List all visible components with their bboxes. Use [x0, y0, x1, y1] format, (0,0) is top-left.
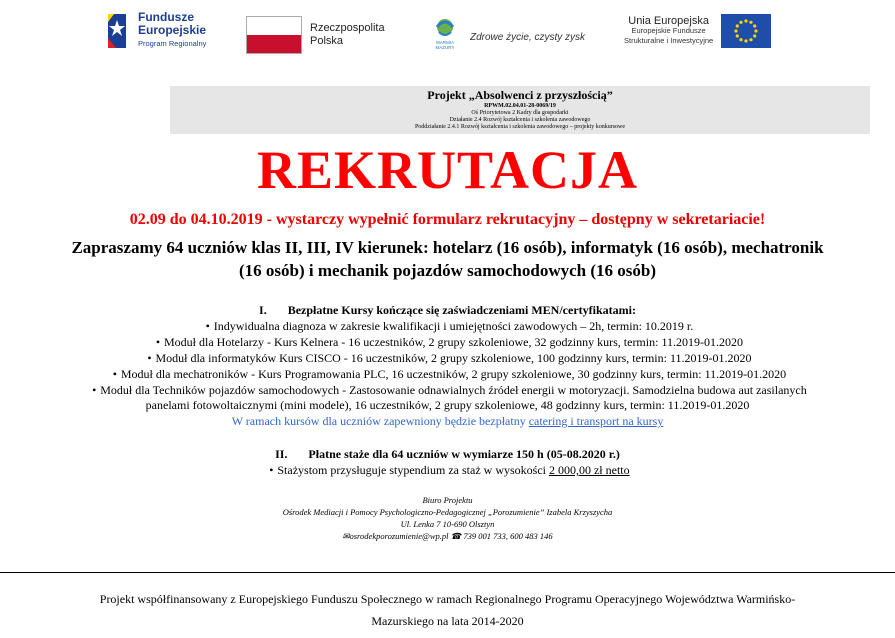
list-item-text: Stażystom przysługuje stypendium za staż w wysokości	[277, 463, 549, 477]
list-item	[0, 319, 895, 334]
ue-line1: Unia Europejska	[628, 15, 709, 27]
bullet-icon: •	[205, 319, 210, 333]
section-1-heading	[0, 303, 895, 318]
list-item	[0, 351, 895, 366]
envelope-icon: ✉	[342, 531, 350, 541]
footer-divider	[0, 572, 895, 573]
section-2-number: II.	[275, 447, 288, 461]
rp-line2: Polska	[310, 35, 344, 47]
list-item	[0, 367, 895, 382]
ue-line3: Strukturalne i Inwestycyjne	[624, 36, 714, 45]
list-item-text: Moduł dla mechatroników - Kurs Programowania PLC, 16 uczestników, 2 grupy szkoleniowe, 30 godzinny kurs, termin: 11.2019-01.2020	[120, 367, 787, 381]
project-info-bar	[170, 86, 870, 134]
project-axis: Oś Priorytetowa 2 Kadry dla gospodarki	[471, 110, 569, 116]
project-title: Projekt „Absolwenci z przyszłością”	[427, 88, 613, 102]
list-item-text: Moduł dla Techników pojazdów samochodowych - Zastosowanie odnawialnych źródeł energii w motoryzacji. Samodzielna budowa aut zasilanych	[100, 383, 807, 397]
project-code: RPWM.02.04.01-28-0069/19	[484, 103, 556, 109]
list-item-continuation: panelami fotowoltaicznymi (mini modele), 16 uczestników, 2 grupy szkoleniowe, 48 godzinny kurs, termin: 11.2019-01.2020	[145, 398, 750, 412]
wm-mark: WARMIA MAZURY	[435, 40, 455, 50]
wm-slogan: Zdrowe życie, czysty zysk	[470, 31, 586, 43]
logo-strip	[0, 0, 895, 78]
contact-office: Biuro Projektu	[422, 495, 473, 505]
polish-flag-icon	[246, 16, 302, 54]
section-1-title: Bezpłatne Kursy kończące się zaświadczeniami MEN/certyfikatami:	[287, 303, 636, 317]
project-subaction: Poddziałanie 2.4.1 Rozwój kształcenia i szkolenia zawodowego – projekty konkursowe	[414, 124, 626, 130]
ue-line2: Europejskie Fundusze	[631, 26, 706, 35]
rzeczpospolita-polska-logo	[246, 16, 385, 54]
warmia-mazury-icon	[430, 14, 460, 40]
footer	[0, 588, 895, 632]
list-item-text: Indywidualna diagnoza w zakresie kwalifikacji i umiejętności zawodowych – 2h, termin: 10.2019 r.	[213, 319, 694, 333]
section-1-number: I.	[259, 303, 267, 317]
phone-icon: ☎	[450, 531, 462, 541]
fe-line1: Fundusze	[138, 9, 194, 24]
fe-star-icon	[104, 8, 130, 52]
headline: REKRUTACJA	[256, 140, 638, 200]
list-item	[0, 383, 895, 398]
contact-phone: 739 001 733, 600 483 146	[463, 531, 553, 541]
section-1-note	[0, 414, 895, 429]
fe-line2: Europejskie	[138, 22, 207, 37]
invitation-line2: (16 osób) i mechanik pojazdów samochodowych (16 osób)	[239, 261, 656, 280]
note-text: W ramach kursów dla uczniów zapewniony będzie bezpłatny	[231, 414, 529, 428]
list-item	[0, 463, 895, 478]
list-item-text: Moduł dla Hotelarzy - Kurs Kelnera - 16 uczestników, 2 grupy szkoleniowe, 32 godzinny kurs, termin: 11.2019-01.2020	[164, 335, 743, 349]
warmia-mazury-logo	[428, 14, 585, 50]
bullet-icon: •	[92, 383, 97, 397]
invitation-line1: Zapraszamy 64 uczniów klas II, III, IV kierunek: hotelarz (16 osób), informatyk (16 osób), mechatronik	[71, 238, 824, 257]
unia-europejska-logo	[624, 14, 771, 48]
footer-line1: Projekt współfinansowany z Europejskiego Funduszu Społecznego w ramach Regionalnego Programu Operacyjnego Województwa Warmińsko-	[99, 592, 796, 606]
fe-line3: Program Regionalny	[138, 38, 207, 48]
rp-line1: Rzeczpospolita	[310, 22, 385, 34]
bullet-icon: •	[112, 367, 117, 381]
bullet-icon: •	[155, 335, 161, 349]
list-item	[0, 335, 895, 350]
bullet-icon: •	[269, 463, 274, 477]
invitation	[0, 236, 895, 282]
fundusze-europejskie-logo	[104, 8, 206, 52]
project-action: Działanie 2.4 Rozwój kształcenia i szkolenia zawodowego	[449, 117, 591, 123]
stipend-amount-link[interactable]: 2 000,00 zł netto	[548, 463, 630, 477]
contact-email[interactable]: osrodekporozumienie@wp.pl	[349, 531, 449, 541]
list-item-text: Moduł dla informatyków Kurs CISCO - 16 uczestników, 2 grupy szkoleniowe, 100 godzinny kurs, termin: 11.2019-01.2020	[155, 351, 752, 365]
eu-flag-icon	[721, 14, 771, 48]
contact-address: Ul. Lenka 7 10-690 Olsztyn	[400, 519, 495, 529]
section-2-heading	[0, 447, 895, 462]
footer-line2: Mazurskiego na lata 2014-2020	[371, 614, 524, 628]
contact-line	[0, 530, 895, 542]
section-2-title: Płatne staże dla 64 uczniów w wymiarze 150 h (05-08.2020 r.)	[308, 447, 620, 461]
catering-transport-link[interactable]: catering i transport na kursy	[528, 414, 664, 428]
contact-organization: Ośrodek Mediacji i Pomocy Psychologiczno-Pedagogicznej „Porozumienie” Izabela Krzyszycha	[282, 507, 613, 517]
recruitment-dates: 02.09 do 04.10.2019 - wystarczy wypełnić formularz rekrutacyjny – dostępny w sekretariacie!	[129, 211, 766, 228]
bullet-icon: •	[147, 351, 152, 365]
